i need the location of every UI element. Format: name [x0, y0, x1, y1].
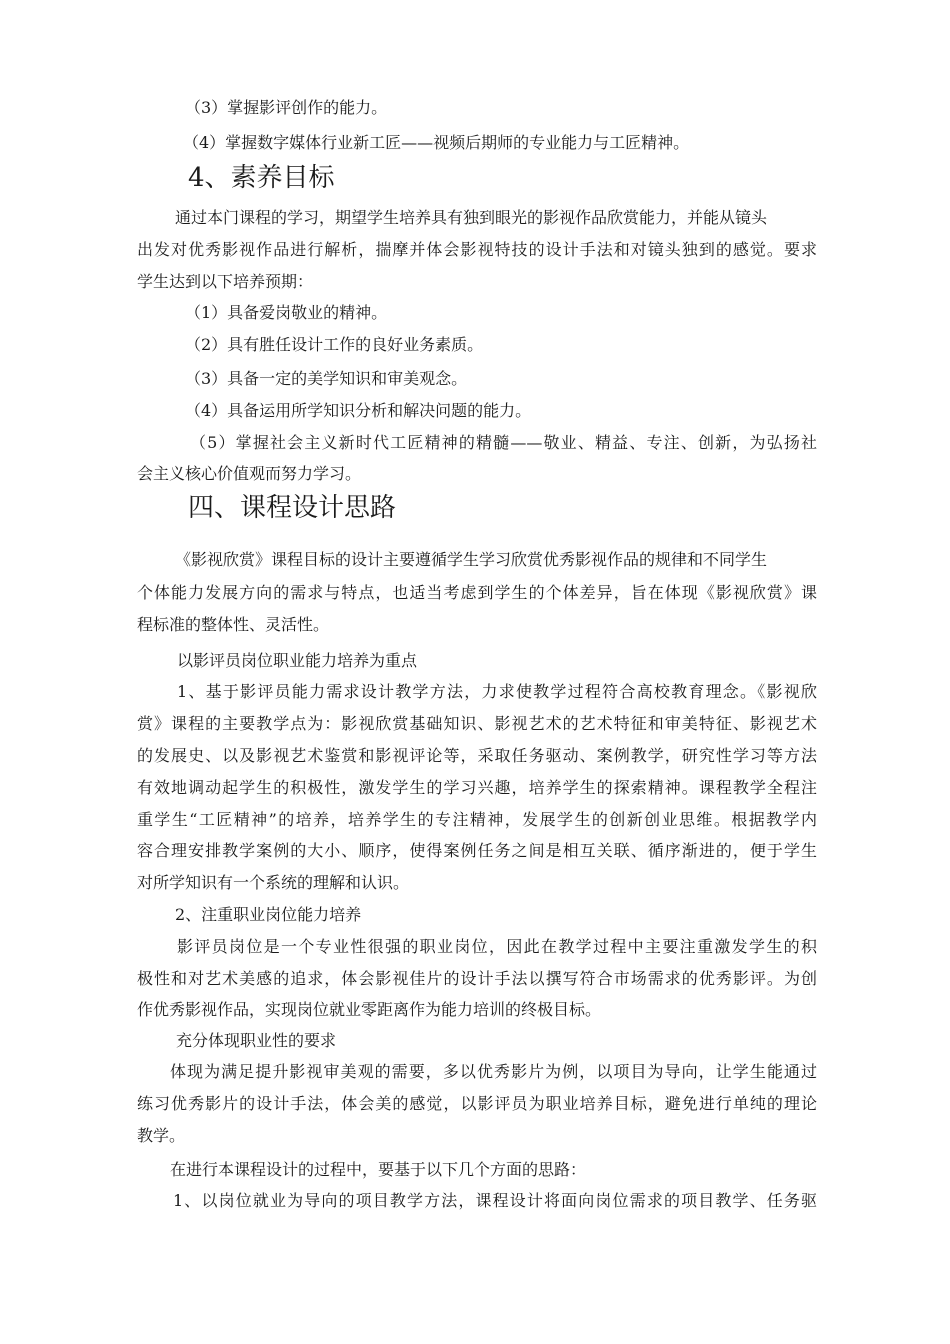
paragraph-line: 教学。 — [137, 1126, 186, 1145]
paragraph-line: 极性和对艺术美感的追求，体会影视佳片的设计手法以撰写符合市场需求的优秀影评。为创 — [137, 969, 817, 988]
paragraph-line: 影评员岗位是一个专业性很强的职业岗位，因此在教学过程中主要注重激发学生的积 — [177, 937, 817, 956]
paragraph-line: 赏》课程的主要教学点为：影视欣赏基础知识、影视艺术的艺术特征和审美特征、影视艺术 — [137, 714, 817, 733]
chapter-heading: 四、课程设计思路 — [188, 493, 397, 523]
paragraph-line: 对所学知识有一个系统的理解和认识。 — [137, 873, 410, 892]
list-item: （3）掌握影评创作的能力。 — [185, 98, 388, 117]
paragraph-line: 通过本门课程的学习，期望学生培养具有独到眼光的影视作品欣赏能力，并能从镜头 — [175, 208, 768, 227]
paragraph-line: 程标准的整体性、灵活性。 — [137, 615, 330, 634]
subheading: 充分体现职业性的要求 — [176, 1031, 337, 1050]
paragraph-line: 作优秀影视作品，实现岗位就业零距离作为能力培训的终极目标。 — [137, 1000, 602, 1019]
list-item: （5）掌握社会主义新时代工匠精神的精髓——敬业、精益、专注、创新，为弘扬社 — [190, 433, 817, 452]
list-item: （1）具备爱岗敬业的精神。 — [185, 303, 388, 322]
paragraph-line: 体现为满足提升影视审美观的需要，多以优秀影片为例，以项目为导向，让学生能通过 — [170, 1062, 817, 1081]
subheading: 2、注重职业岗位能力培养 — [175, 905, 362, 924]
list-item: （3）具备一定的美学知识和审美观念。 — [185, 369, 468, 388]
list-item: （4）具备运用所学知识分析和解决问题的能力。 — [185, 401, 532, 420]
list-item: 会主义核心价值观而努力学习。 — [137, 464, 362, 483]
paragraph-line: 出发对优秀影视作品进行解析，揣摩并体会影视特技的设计手法和对镜头独到的感觉。要求 — [137, 240, 817, 259]
paragraph-line: 容合理安排教学案例的大小、顺序，使得案例任务之间是相互关联、循序渐进的，便于学生 — [137, 841, 817, 860]
paragraph-line: 1、以岗位就业为导向的项目教学方法，课程设计将面向岗位需求的项目教学、任务驱 — [173, 1191, 817, 1210]
subheading: 以影评员岗位职业能力培养为重点 — [177, 651, 418, 670]
list-item: （4）掌握数字媒体行业新工匠——视频后期师的专业能力与工匠精神。 — [183, 133, 690, 152]
section-heading: 4、素养目标 — [188, 163, 335, 193]
paragraph-line: 1、基于影评员能力需求设计教学方法，力求使教学过程符合高校教育理念。《影视欣 — [177, 682, 817, 701]
paragraph-line: 学生达到以下培养预期： — [137, 272, 314, 291]
paragraph-line: 个体能力发展方向的需求与特点，也适当考虑到学生的个体差异，旨在体现《影视欣赏》课 — [137, 583, 817, 602]
paragraph-line: 重学生“工匠精神”的培养，培养学生的专注精神，发展学生的创新创业思维。根据教学内 — [137, 810, 817, 829]
paragraph-line: 有效地调动起学生的积极性，激发学生的学习兴趣，培养学生的探索精神。课程教学全程注 — [137, 778, 817, 797]
paragraph-line: 在进行本课程设计的过程中，要基于以下几个方面的思路： — [170, 1160, 587, 1179]
paragraph-line: 《影视欣赏》课程目标的设计主要遵循学生学习欣赏优秀影视作品的规律和不同学生 — [175, 550, 768, 569]
list-item: （2）具有胜任设计工作的良好业务素质。 — [185, 335, 484, 354]
paragraph-line: 的发展史、以及影视艺术鉴赏和影视评论等，采取任务驱动、案例教学，研究性学习等方法 — [137, 746, 817, 765]
paragraph-line: 练习优秀影片的设计手法，体会美的感觉，以影评员为职业培养目标，避免进行单纯的理论 — [137, 1094, 817, 1113]
